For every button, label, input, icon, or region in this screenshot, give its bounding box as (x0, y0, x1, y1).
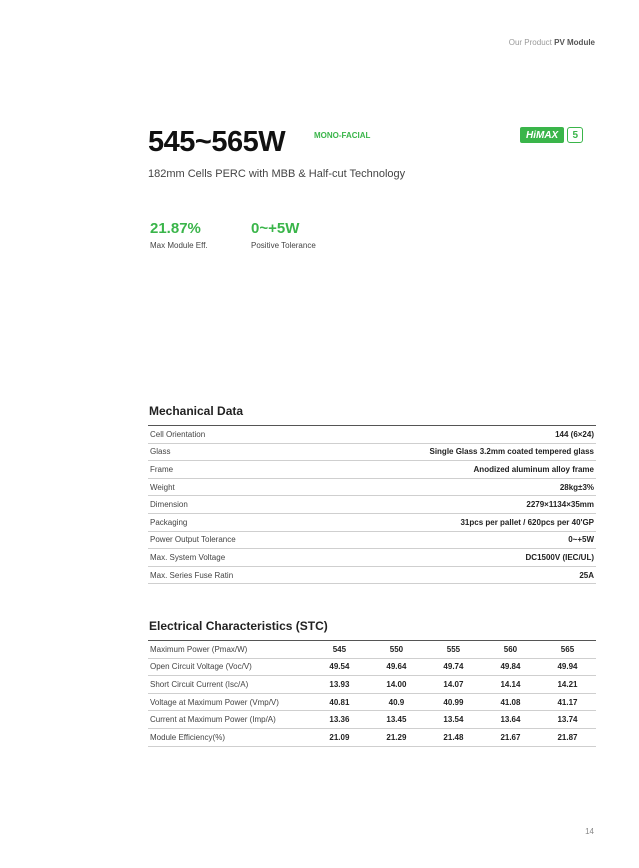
table-row (148, 513, 596, 531)
row-value: Anodized aluminum alloy frame (304, 461, 596, 479)
row-label: Voltage at Maximum Power (Vmp/V) (148, 693, 311, 711)
row-label: Glass (148, 443, 304, 461)
table-row (148, 566, 596, 584)
breadcrumb-current: PV Module (554, 38, 595, 47)
cell-value: 41.08 (482, 693, 539, 711)
cell-value: 13.74 (539, 711, 596, 729)
table-row (148, 658, 596, 676)
mechanical-data-table (148, 425, 596, 584)
cell-value: 14.07 (425, 676, 482, 694)
cell-value: 560 (482, 641, 539, 659)
table-row (148, 443, 596, 461)
table-row (148, 728, 596, 746)
cell-value: 13.93 (311, 676, 368, 694)
page-subtitle: 182mm Cells PERC with MBB & Half-cut Technology (148, 168, 406, 180)
cell-value: 40.9 (368, 693, 425, 711)
row-value: 144 (6×24) (304, 426, 596, 444)
row-label: Dimension (148, 496, 304, 514)
row-label: Frame (148, 461, 304, 479)
mechanical-data-title: Mechanical Data (149, 404, 244, 418)
row-value: 0~+5W (304, 531, 596, 549)
power-range-title: 545~565W (148, 126, 286, 158)
kpi-label: Positive Tolerance (251, 241, 316, 250)
cell-value: 555 (425, 641, 482, 659)
brand-number: 5 (567, 127, 583, 143)
row-label: Max. System Voltage (148, 549, 304, 567)
table-row (148, 496, 596, 514)
cell-value: 49.74 (425, 658, 482, 676)
table-row (148, 641, 596, 659)
brand-label: HiMAX (520, 127, 564, 143)
cell-value: 21.48 (425, 728, 482, 746)
cell-value: 40.81 (311, 693, 368, 711)
row-label: Packaging (148, 513, 304, 531)
row-value: 31pcs per pallet / 620pcs per 40'GP (304, 513, 596, 531)
kpi-tolerance (251, 220, 316, 250)
cell-value: 14.14 (482, 676, 539, 694)
row-value: 28kg±3% (304, 478, 596, 496)
cell-value: 49.84 (482, 658, 539, 676)
cell-value: 40.99 (425, 693, 482, 711)
table-row (148, 426, 596, 444)
kpi-efficiency (150, 220, 208, 250)
cell-value: 21.87 (539, 728, 596, 746)
kpi-value: 0~+5W (251, 220, 300, 237)
cell-value: 565 (539, 641, 596, 659)
cell-value: 13.45 (368, 711, 425, 729)
table-row (148, 531, 596, 549)
cell-value: 49.94 (539, 658, 596, 676)
cell-value: 21.09 (311, 728, 368, 746)
cell-value: 49.64 (368, 658, 425, 676)
cell-value: 14.21 (539, 676, 596, 694)
himax-logo (520, 127, 583, 143)
row-label: Cell Orientation (148, 426, 304, 444)
cell-value: 13.36 (311, 711, 368, 729)
row-value: Single Glass 3.2mm coated tempered glass (304, 443, 596, 461)
row-label: Maximum Power (Pmax/W) (148, 641, 311, 659)
table-row (148, 478, 596, 496)
electrical-characteristics-title: Electrical Characteristics (STC) (149, 619, 328, 633)
table-row (148, 676, 596, 694)
cell-value: 550 (368, 641, 425, 659)
cell-value: 13.64 (482, 711, 539, 729)
facial-type-label: MONO-FACIAL (314, 131, 371, 140)
row-value: 2279×1134×35mm (304, 496, 596, 514)
page-number: 14 (585, 827, 594, 836)
kpi-label: Max Module Eff. (150, 241, 208, 250)
row-label: Short Circuit Current (Isc/A) (148, 676, 311, 694)
electrical-characteristics-table (148, 640, 596, 747)
row-label: Power Output Tolerance (148, 531, 304, 549)
row-label: Max. Series Fuse Ratin (148, 566, 304, 584)
cell-value: 21.29 (368, 728, 425, 746)
table-row (148, 693, 596, 711)
table-row (148, 549, 596, 567)
table-row (148, 711, 596, 729)
breadcrumb-prefix: Our Product (508, 38, 552, 47)
kpi-value: 21.87% (150, 220, 201, 237)
table-row (148, 461, 596, 479)
row-label: Open Circuit Voltage (Voc/V) (148, 658, 311, 676)
row-value: 25A (304, 566, 596, 584)
row-label: Weight (148, 478, 304, 496)
row-label: Current at Maximum Power (Imp/A) (148, 711, 311, 729)
row-value: DC1500V (IEC/UL) (304, 549, 596, 567)
cell-value: 49.54 (311, 658, 368, 676)
breadcrumb (509, 38, 595, 47)
cell-value: 545 (311, 641, 368, 659)
cell-value: 41.17 (539, 693, 596, 711)
cell-value: 14.00 (368, 676, 425, 694)
cell-value: 21.67 (482, 728, 539, 746)
cell-value: 13.54 (425, 711, 482, 729)
row-label: Module Efficiency(%) (148, 728, 311, 746)
